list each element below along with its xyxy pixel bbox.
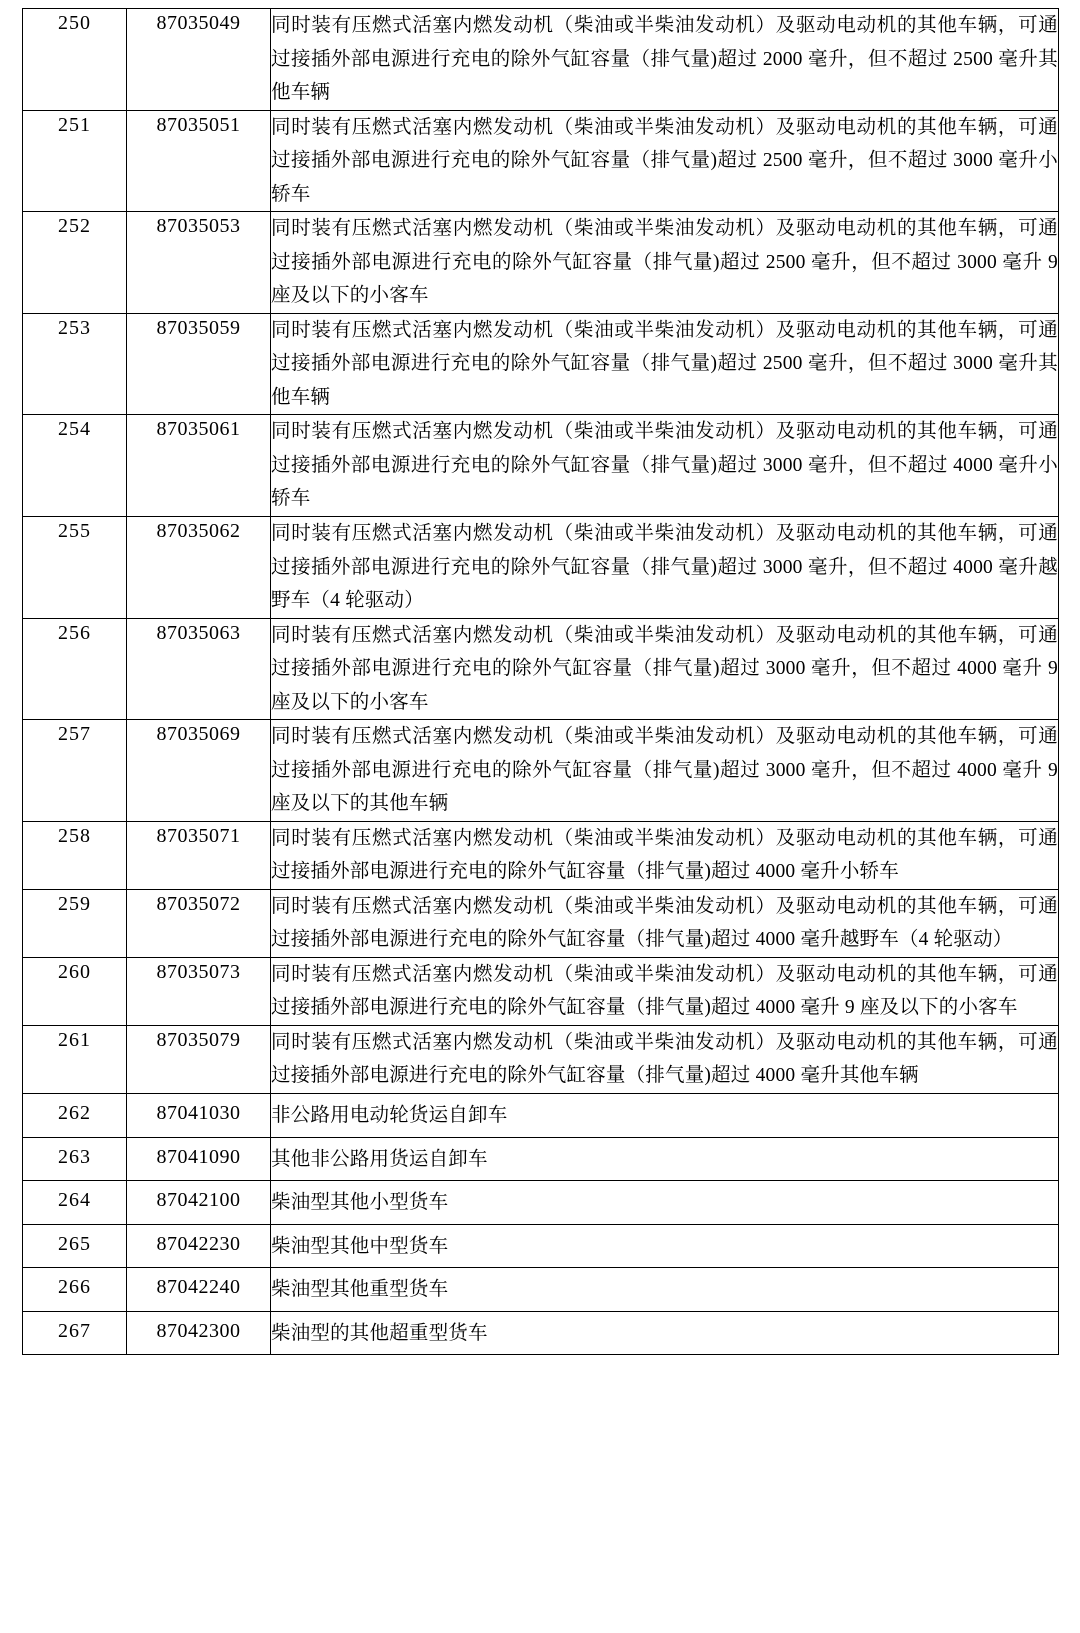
row-code: 87035071 <box>127 821 271 889</box>
row-seq: 260 <box>23 957 127 1025</box>
row-seq: 267 <box>23 1311 127 1355</box>
row-seq: 265 <box>23 1224 127 1268</box>
row-description: 同时装有压燃式活塞内燃发动机（柴油或半柴油发动机）及驱动电动机的其他车辆，可通过接插外部电源进行充电的除外气缸容量（排气量)超过 4000 毫升越野车（4 轮驱动） <box>271 889 1059 957</box>
row-code: 87042100 <box>127 1181 271 1225</box>
row-seq: 251 <box>23 110 127 212</box>
row-description: 同时装有压燃式活塞内燃发动机（柴油或半柴油发动机）及驱动电动机的其他车辆，可通过接插外部电源进行充电的除外气缸容量（排气量)超过 4000 毫升 9 座及以下的小客车 <box>271 957 1059 1025</box>
row-code: 87042300 <box>127 1311 271 1355</box>
table-row <box>23 720 1059 822</box>
row-seq: 250 <box>23 9 127 111</box>
row-code: 87035061 <box>127 415 271 517</box>
row-seq: 266 <box>23 1268 127 1312</box>
row-code: 87035069 <box>127 720 271 822</box>
row-seq: 253 <box>23 313 127 415</box>
row-seq: 258 <box>23 821 127 889</box>
row-code: 87035073 <box>127 957 271 1025</box>
row-code: 87035063 <box>127 618 271 720</box>
row-seq: 259 <box>23 889 127 957</box>
row-description: 同时装有压燃式活塞内燃发动机（柴油或半柴油发动机）及驱动电动机的其他车辆，可通过接插外部电源进行充电的除外气缸容量（排气量)超过 4000 毫升其他车辆 <box>271 1025 1059 1093</box>
table-row <box>23 1181 1059 1225</box>
row-description: 同时装有压燃式活塞内燃发动机（柴油或半柴油发动机）及驱动电动机的其他车辆，可通过接插外部电源进行充电的除外气缸容量（排气量)超过 3000 毫升，但不超过 4000 毫升 9 座及以下的小客车 <box>271 618 1059 720</box>
row-seq: 257 <box>23 720 127 822</box>
row-description: 同时装有压燃式活塞内燃发动机（柴油或半柴油发动机）及驱动电动机的其他车辆，可通过接插外部电源进行充电的除外气缸容量（排气量)超过 3000 毫升，但不超过 4000 毫升越野车（4 轮驱动） <box>271 516 1059 618</box>
tariff-table <box>22 8 1059 1355</box>
table-body <box>23 9 1059 1355</box>
table-row <box>23 957 1059 1025</box>
row-seq: 254 <box>23 415 127 517</box>
row-description: 柴油型其他小型货车 <box>271 1181 1059 1225</box>
row-description: 同时装有压燃式活塞内燃发动机（柴油或半柴油发动机）及驱动电动机的其他车辆，可通过接插外部电源进行充电的除外气缸容量（排气量)超过 3000 毫升，但不超过 4000 毫升 9 座及以下的其他车辆 <box>271 720 1059 822</box>
table-row <box>23 110 1059 212</box>
table-row <box>23 212 1059 314</box>
row-code: 87035072 <box>127 889 271 957</box>
row-code: 87035053 <box>127 212 271 314</box>
table-row <box>23 889 1059 957</box>
row-description: 非公路用电动轮货运自卸车 <box>271 1094 1059 1138</box>
table-row <box>23 1137 1059 1181</box>
row-code: 87042230 <box>127 1224 271 1268</box>
row-description: 同时装有压燃式活塞内燃发动机（柴油或半柴油发动机）及驱动电动机的其他车辆，可通过接插外部电源进行充电的除外气缸容量（排气量)超过 3000 毫升，但不超过 4000 毫升小轿车 <box>271 415 1059 517</box>
row-description: 其他非公路用货运自卸车 <box>271 1137 1059 1181</box>
row-description: 柴油型其他中型货车 <box>271 1224 1059 1268</box>
table-row <box>23 1268 1059 1312</box>
row-code: 87035062 <box>127 516 271 618</box>
row-description: 柴油型的其他超重型货车 <box>271 1311 1059 1355</box>
row-description: 同时装有压燃式活塞内燃发动机（柴油或半柴油发动机）及驱动电动机的其他车辆，可通过接插外部电源进行充电的除外气缸容量（排气量)超过 2500 毫升，但不超过 3000 毫升其他车辆 <box>271 313 1059 415</box>
row-code: 87041090 <box>127 1137 271 1181</box>
table-row <box>23 516 1059 618</box>
row-description: 柴油型其他重型货车 <box>271 1268 1059 1312</box>
row-seq: 261 <box>23 1025 127 1093</box>
row-code: 87035049 <box>127 9 271 111</box>
row-description: 同时装有压燃式活塞内燃发动机（柴油或半柴油发动机）及驱动电动机的其他车辆，可通过接插外部电源进行充电的除外气缸容量（排气量)超过 2500 毫升，但不超过 3000 毫升小轿车 <box>271 110 1059 212</box>
table-row <box>23 1224 1059 1268</box>
table-row <box>23 9 1059 111</box>
table-row <box>23 1311 1059 1355</box>
table-row <box>23 415 1059 517</box>
table-row <box>23 821 1059 889</box>
row-code: 87042240 <box>127 1268 271 1312</box>
row-seq: 252 <box>23 212 127 314</box>
row-description: 同时装有压燃式活塞内燃发动机（柴油或半柴油发动机）及驱动电动机的其他车辆，可通过接插外部电源进行充电的除外气缸容量（排气量)超过 2500 毫升，但不超过 3000 毫升 9 座及以下的小客车 <box>271 212 1059 314</box>
row-description: 同时装有压燃式活塞内燃发动机（柴油或半柴油发动机）及驱动电动机的其他车辆，可通过接插外部电源进行充电的除外气缸容量（排气量)超过 4000 毫升小轿车 <box>271 821 1059 889</box>
table-row <box>23 618 1059 720</box>
row-code: 87041030 <box>127 1094 271 1138</box>
row-seq: 255 <box>23 516 127 618</box>
row-seq: 263 <box>23 1137 127 1181</box>
row-seq: 256 <box>23 618 127 720</box>
row-code: 87035079 <box>127 1025 271 1093</box>
table-row <box>23 1094 1059 1138</box>
row-code: 87035051 <box>127 110 271 212</box>
table-row <box>23 1025 1059 1093</box>
row-code: 87035059 <box>127 313 271 415</box>
row-seq: 262 <box>23 1094 127 1138</box>
row-description: 同时装有压燃式活塞内燃发动机（柴油或半柴油发动机）及驱动电动机的其他车辆，可通过接插外部电源进行充电的除外气缸容量（排气量)超过 2000 毫升，但不超过 2500 毫升其他车辆 <box>271 9 1059 111</box>
table-row <box>23 313 1059 415</box>
row-seq: 264 <box>23 1181 127 1225</box>
